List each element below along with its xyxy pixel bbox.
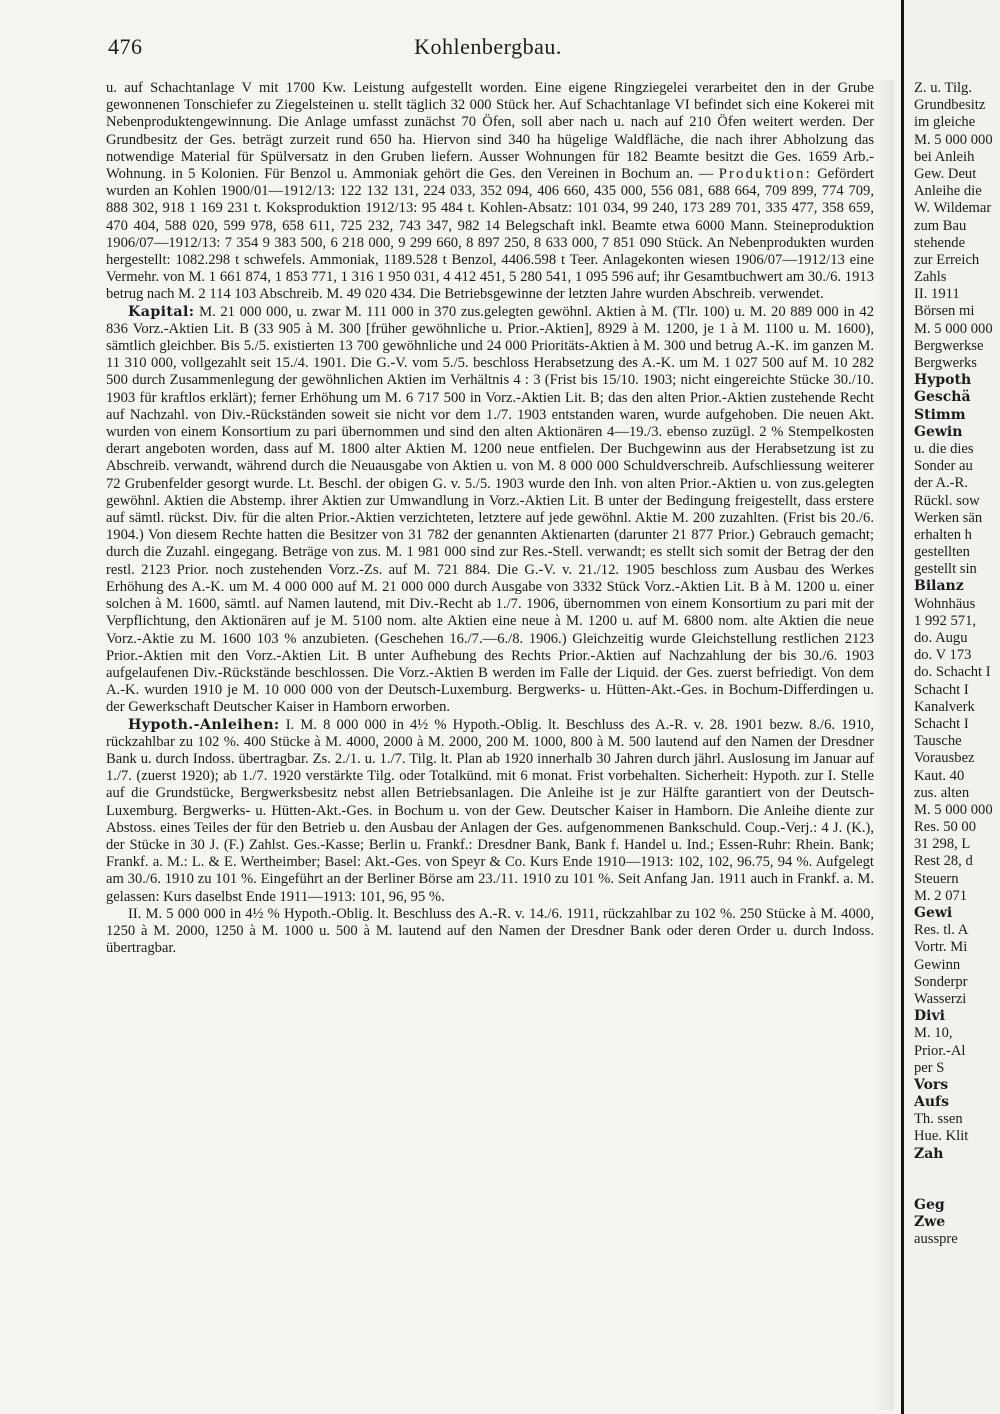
produktion-label: Produktion: [718, 166, 812, 183]
adjacent-page-fragments [914, 80, 1000, 1248]
adjacent-page-line: Wasserzi [914, 990, 967, 1007]
adjacent-page-strip [904, 0, 1000, 1414]
adjacent-page-line: per S [914, 1059, 945, 1076]
adjacent-page-line: ausspre [914, 1231, 958, 1248]
adjacent-page-line: Stimm [914, 406, 966, 423]
adjacent-page-line: Bilanz [914, 578, 964, 595]
adjacent-page-line: Zahls [914, 269, 947, 286]
adjacent-page-line: Th. ssen [914, 1111, 963, 1128]
paragraph-hypoth-anleihen [106, 717, 874, 906]
adjacent-page-line: do. Augu [914, 630, 968, 646]
adjacent-page-line: II. 1911 [914, 286, 960, 303]
hypoth-anleihen-heading: Hypoth.-Anleihen: [128, 716, 280, 733]
adjacent-page-line: der A.-R. [914, 475, 968, 492]
adjacent-page-line: gestellt sin [914, 561, 977, 578]
adjacent-page-line: Hypoth [914, 372, 972, 389]
adjacent-page-line: erhalten h [914, 526, 972, 543]
adjacent-page-line: Hue. Klit [914, 1128, 969, 1145]
facilities-text: u. auf Schachtanlage V mit 1700 Kw. Leistung aufgestellt worden. Eine eigene Ringziegelei verarbeitet den in der Grube gewonnenen Tonschiefer zu Ziegelsteinen u. stellt täglich 32 000 Stück her. Auf Schachtanlage VI befindet sich eine Kokerei mit Nebenproduktengewinnung. Die Anlage umfasst zunächst 70 Öfen, soll aber nach u. nach auf 210 Öfen weitert werden. Der Grundbesitz der Ges. beträgt zurzeit rund 650 ha. Hiervon sind 340 ha hügelige Waldfläche, die nach ihrer Abholzung das notwendige Material für Spülversatz in den Gruben liefern. Ausser Wohnungen für 182 Beamte besitzt die Ges. 1659 Arb.-Wohnung. in 5 Kolonien. Für Benzol u. Ammoniak gehört die Ges. den Vereinen in Bochum an. — [106, 80, 874, 183]
adjacent-page-line: zum Bau [914, 217, 967, 234]
paragraph-facilities [106, 80, 874, 304]
adjacent-page-line: Prior.-Al [914, 1042, 966, 1059]
adjacent-page-line: Sonder au [914, 458, 973, 475]
adjacent-page-line: M. 10, [914, 1025, 953, 1042]
adjacent-page-line: Gew. Deut [914, 165, 977, 182]
fragment-gap [914, 1163, 1000, 1197]
adjacent-page-line: Wohnhäus [914, 595, 976, 612]
adjacent-page-line: Kanalverk [914, 698, 975, 715]
adjacent-page-line: im gleiche [914, 114, 976, 131]
adjacent-page-line: 1 992 571, [914, 612, 977, 629]
adjacent-page-line: Schacht I [914, 681, 969, 698]
adjacent-page-line: Sonderpr [914, 973, 968, 990]
adjacent-page-line: M. 5 000 000 [914, 131, 993, 148]
adjacent-page-line: Kaut. 40 [914, 767, 965, 784]
adjacent-page-line: Börsen mi [914, 303, 975, 320]
adjacent-page-line: Vortr. Mi [914, 939, 968, 956]
kapital-heading: Kapital: [128, 303, 195, 320]
adjacent-page-line: do. V 173 [914, 647, 972, 664]
adjacent-page-line: zur Erreich [914, 251, 980, 268]
adjacent-page-line: Zah [914, 1145, 944, 1162]
adjacent-page-line: Z. u. Tilg. [914, 80, 972, 96]
adjacent-page-line: Steuern [914, 870, 959, 887]
page-number: 476 [108, 34, 143, 59]
adjacent-page-line: Aufs [914, 1094, 949, 1111]
kapital-text: M. 21 000 000, u. zwar M. 111 000 in 370 zus.gelegten gewöhnl. Aktien à M. (Tlr. 100) u. M. 20 889 000 in 42 836 Vorz.-Aktien Lit. B (33 905 à M. 300 [früher gewöhnliche u. Prior.-Aktien], 8929 à M. 1200, je 1 à M. 1100 u. M. 1600), sämtlich gleichber. Bis 5./5. existierten 13 700 gewöhnliche und 24 000 Prioritäts-Aktien à M. 300 und betrug A.-K. im ganzen M. 11 310 000, vollgezahlt seit 15./4. 1901. Die G.-V. vom 5./5. beschloss Herabsetzung des A.-K. um M. 1 027 500 auf M. 10 282 500 durch Zusammenlegung der gewöhnlichen Aktien im Verhältnis 4 : 3 (Frist bis 15/10. 1903; nicht eingereichte Stücke 30./10. 1903 für kraftlos erklärt); ferner Erhöhung um M. 6 717 500 in Vorz.-Aktien Lit. B; das den alten Prior.-Aktien zustehende Recht auf Nachzahl. von Div.-Rückständen soweit sie nicht vor dem 1./7. 1903 entstanden waren, wurde aufgehoben. Die neuen Akt. wurden von einem Konsortium zu pari übernommen und sind den alten Aktionären 4—19./3. ebenso zuzügl. 2 % Stempelkosten derart angeboten worden, dass auf M. 1800 alter Aktien M. 1200 neue entfielen. Der Buchgewinn aus der Herabsetzung ist zu Abschreib. verwandt, während durch die Neuausgabe von Aktien u. von M. 8 000 000 Schuldverschreib. Aufschliessung weiterer 72 Grubenfelder gesorgt wurde. Lt. Beschl. der obigen G. v. 5./5. 1903 wurde den Inh. von alten Prior.-Aktien u. von zus.gelegten gewöhnl. Aktien die Abstemp. ihrer Aktien zur Umwandlung in Vorz.-Aktien Lit. B unter der Bedingung freigestellt, dass erstere auf sämtl. rückst. Div. für die alten Prior.-Aktien verzichteten, letztere auf jede gewöhnl. Aktie M. 200 zuzahlten. (Frist bis 20./6. 1904.) Von diesem Rechte hatten die Besitzer von 31 782 der genannten Aktienarten (darunter 21 877 Prior.) Gebrauch gemacht; durch die Zuzahl. eingegang. Beträge von zus. M. 1 981 000 sind zur Res.-Stell. verwandt; es stellt sich somit der Betrag der den restl. 2123 Prior. noch zustehenden Vorz.-Zs. auf M. 721 884. Die G.-V. v. 21./12. 1905 beschloss zum Ausbau des Werkes Erhöhung des A.-K. um M. 4 000 000 auf M. 21 000 000 durch Ausgabe von 3332 Stück Vorz.-Aktien Lit. B à M. 1200 u. einer solchen à M. 1600, sämtl. auf Namen lautend, mit Div.-Recht ab 1./7. 1906, übernommen von einem Konsortium zu pari mit der Verpflichtung, den Aktionären auf je M. 5100 nom. alte Aktien eine neue à M. 1200 u. auf M. 6800 nom. alte Aktien die neue Vorz.-Aktie zu M. 1600 103 % anzubieten. (Geschehen 16./7.—6./8. 1906.) Gleichzeitig wurde Gleichstellung restlichen 2123 Prior.-Aktien mit den Vorz.-Aktien Lit. B unter Aufhebung des Rechts Prior.-Aktien auf Nachzahlung der bis 30./6. 1903 aufgelaufenen Div.-Rückstände beschlossen. Die Vorz.-Aktien B werden im Falle der Liquid. der Ges. zuerst befriedigt. Von dem A.-K. wurden 1910 je M. 10 000 000 von der Deutsch-Luxemburg. Bergwerks- u. Hütten-Akt.-Ges. in Bochum-Differdingen u. der Gewerkschaft Deutscher Kaiser in Hamborn erworben. [106, 303, 874, 716]
paragraph-anleihe-ii [106, 906, 874, 958]
hypoth-anleihen-text: I. M. 8 000 000 in 4½ % Hypoth.-Oblig. lt. Beschluss des A.-R. v. 28. 1901 bezw. 8./6. 1910, rückzahlbar zu 102 %. 400 Stücke à M. 4000, 2000 à M. 2000, 200 M. 1000, 800 à M. 500 lautend auf den Namen der Dresdner Bank u. durch Indoss. übertragbar. Zs. 2./1. u. 1./7. Tilg. lt. Plan ab 1920 innerhalb 30 Jahren durch jährl. Auslosung im Januar auf 1./7. (zuerst 1920); ab 1./7. 1920 verstärkte Tilg. oder Totalkünd. mit 6 monat. Frist vorbehalten. Sicherheit: Hypoth. zur I. Stelle auf die Grundstücke, Bergwerksbesitz nebst allen Betriebsanlagen. Die Anleihe ist je zur Hälfte garantiert von der Deutsch-Luxemburg. Bergwerks- u. Hütten-Akt.-Ges. in Bochum u. von der Gew. Deutscher Kaiser in Hamborn. Die Anleihe diente zur Abstoss. eines Teiles der für den Betrieb u. den Ausbau der Anlagen der Ges. aufgenommenen Bankschuld. Coup.-Verj.: 4 J. (K.), der Stücke in 30 J. (F.) Zahlst. Ges.-Kasse; Berlin u. Frankf.: Dresdner Bank, Bank f. Handel u. Ind.; Essen-Ruhr: Rhein. Bank; Frankf. a. M.: L. & E. Wertheimber; Basel: Akt.-Ges. von Speyr & Co. Kurs Ende 1910—1913: 102, 102, 96.75, 94 %. Aufgelegt am 30./6. 1910 zu 101 %. Eingeführt an der Berliner Börse am 23./11. 1910 zu 101 %. Seit Anfang Jan. 1911 auch in Frankf. a. M. gelassen: Kurs daselbst Ende 1911—1913: 101, 96, 95 %. [106, 716, 874, 905]
adjacent-page-line: M. 5 000 000 [914, 801, 993, 818]
adjacent-page-line: Vors [914, 1076, 949, 1093]
adjacent-page-line: Gewin [914, 423, 963, 440]
main-text-column [106, 80, 874, 1402]
adjacent-page-line: zus. alten [914, 784, 970, 801]
paragraph-kapital [106, 304, 874, 717]
adjacent-page-line: 31 298, L [914, 836, 971, 853]
adjacent-page-line: u. die dies [914, 440, 974, 457]
adjacent-page-line: Werken sän [914, 509, 983, 526]
adjacent-page-line: Bergwerkse [914, 337, 984, 354]
adjacent-page-line: Geg [914, 1196, 945, 1213]
adjacent-page-line: Geschä [914, 389, 971, 406]
adjacent-page-line: Vorausbez [914, 750, 975, 767]
adjacent-page-line: Anleihe die [914, 183, 982, 200]
adjacent-page-line: Zwe [914, 1214, 946, 1230]
adjacent-page-line: M. 5 000 000 [914, 320, 993, 337]
adjacent-page-line: Res. tl. A [914, 922, 969, 939]
adjacent-page-line: M. 2 071 [914, 887, 968, 904]
adjacent-page-line: W. Wildemar [914, 200, 992, 217]
adjacent-page-line: do. Schacht I [914, 664, 991, 681]
anleihe-ii-text: II. M. 5 000 000 in 4½ % Hypoth.-Oblig. lt. Beschluss des A.-R. v. 14./6. 1911, rückzahlbar zu 102 %. 250 Stücke à M. 4000, 1250 à M. 2000, 1250 à M. 1000 u. 500 à M. lautend auf den Namen der Dresdner Bank oder deren Order u. durch Indoss. übertragbar. [106, 905, 874, 957]
page-gutter [874, 80, 894, 1410]
adjacent-page-line: Rückl. sow [914, 492, 980, 509]
adjacent-page-line: gestellten [914, 544, 970, 561]
adjacent-page-line: Divi [914, 1008, 945, 1025]
adjacent-page-line: bei Anleih [914, 148, 975, 165]
adjacent-page-line: Gewi [914, 905, 953, 921]
adjacent-page-line: Schacht I [914, 715, 969, 732]
adjacent-page-line: Gewinn [914, 956, 961, 973]
adjacent-page-line: Bergwerks [914, 355, 977, 371]
adjacent-page-line: Tausche [914, 733, 962, 750]
adjacent-page-line: Rest 28, d [914, 853, 973, 870]
adjacent-page-line: Res. 50 00 [914, 819, 977, 836]
adjacent-page-line: stehende [914, 234, 966, 251]
page-header [108, 34, 868, 64]
production-text: Gefördert wurden an Kohlen 1900/01—1912/13: 122 132 131, 224 033, 352 094, 406 660, 435 000, 556 081, 688 664, 709 899, 774 709, 888 302, 918 1 169 231 t. Koksproduktion 1912/13: 95 484 t. Kohlen-Absatz: 101 034, 99 240, 173 289 701, 335 477, 358 659, 470 404, 588 020, 599 978, 658 611, 725 232, 743 347, 982 14 Belegschaft inkl. Beamte etwa 6000 Mann. Steineproduktion 1906/07—1912/13: 7 354 9 383 500, 6 218 000, 9 299 660, 8 897 250, 8 633 000, 7 851 090 Stück. An Nebenprodukten wurden hergestellt: 1082.298 t schwefels. Ammoniak, 1189.528 t Benzol, 4406.598 t Teer. Anlagekonten wiesen 1906/07—1912/13 eine Vermehr. von M. 1 661 874, 1 853 771, 1 316 1 950 031, 4 412 451, 5 280 541, 1 095 596 auf; ihr Gesamtbuchwert am 30./6. 1913 betrug nach M. 2 114 103 Abschreib. M. 49 020 434. Die Betriebsgewinne der letzten Jahre wurden Abschreib. verwendet. [106, 166, 874, 303]
running-title: Kohlenbergbau. [414, 34, 562, 59]
adjacent-page-line: Grundbesitz [914, 97, 986, 114]
